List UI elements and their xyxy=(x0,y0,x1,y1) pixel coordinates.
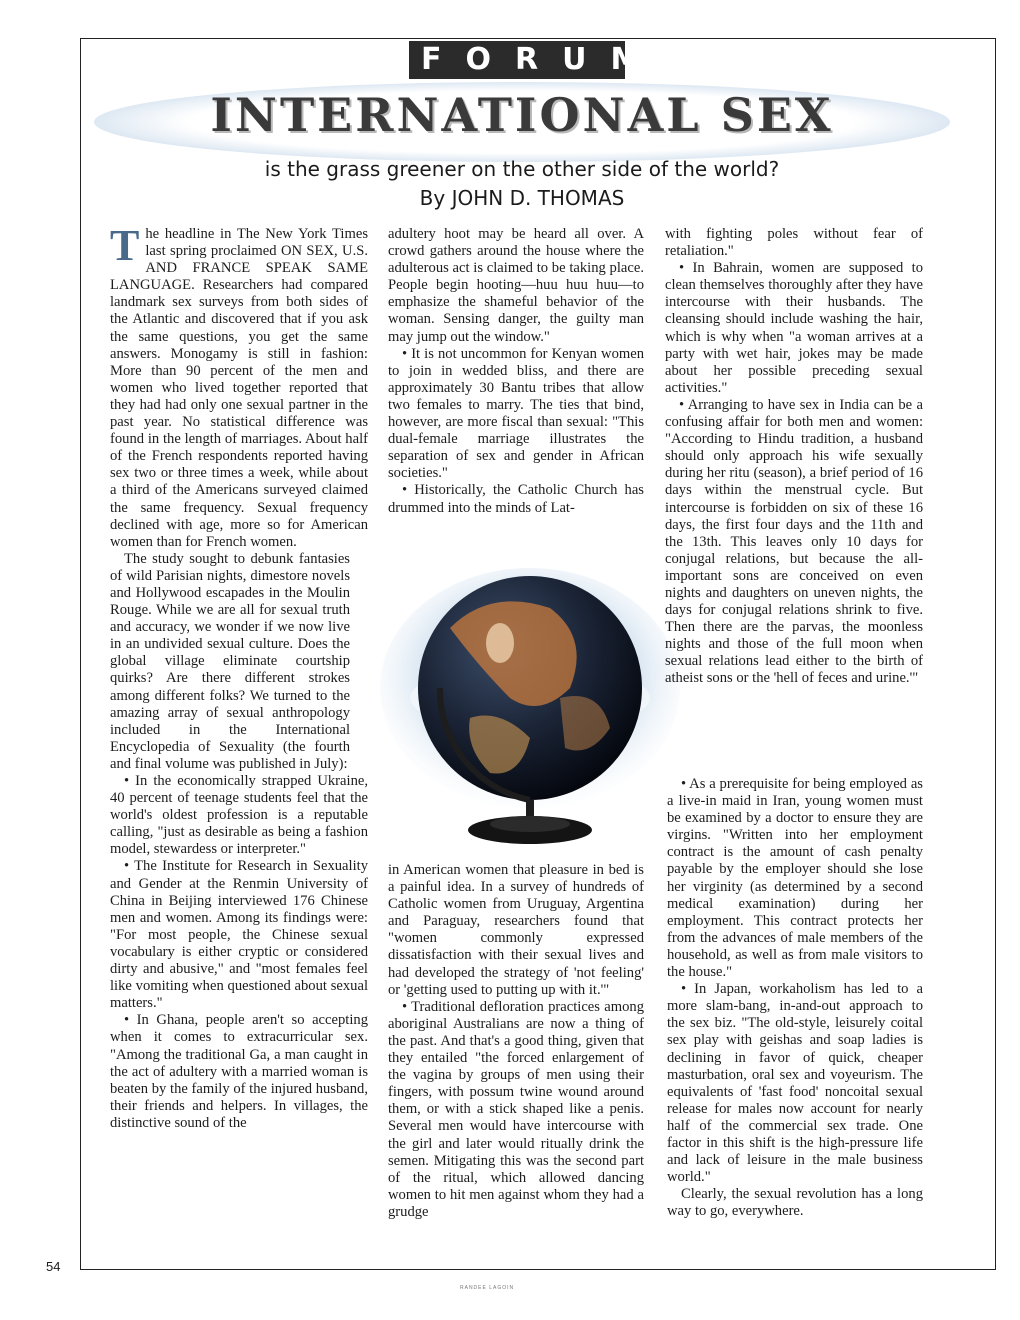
paragraph: • Historically, the Catholic Church has drummed into the minds of Lat- xyxy=(388,482,644,516)
photo-credit: RANDEE LAGOIN xyxy=(460,1285,515,1291)
paragraph: • In Japan, workaholism has led to a more slam-bang, in-and-out approach to the sex biz. "The old-style, leisurely coital sex play with geishas and soap ladies is declining in favor of quick, cheaper masturbation, oral sex and voyeurism. The equivalents of 'fast food' noncoital sexual release for males now account for nearly half of the commercial sex trade. One factor in this shift is the high-pressure life and lack of leisure in the male business world." xyxy=(667,981,923,1186)
article-title: INTERNATIONAL SEX xyxy=(210,88,834,142)
paragraph: • In Ghana, people aren't so accepting when it comes to extracurricular sex. "Among the traditional Ga, a man caught in the act of adultery with a married woman is beaten by the family of the injured husband, their friends and helpers. In villages, the distinctive sound of the xyxy=(110,1012,368,1131)
drop-cap: T xyxy=(110,221,140,270)
page-number: 54 xyxy=(46,1259,61,1274)
column-2-bottom xyxy=(388,862,644,1221)
byline: By JOHN D. THOMAS xyxy=(419,186,625,210)
column-2-top xyxy=(388,226,644,517)
article-subtitle: is the grass greener on the other side of the world? xyxy=(264,157,780,181)
globe-illustration xyxy=(380,548,680,854)
paragraph: • As a prerequisite for being employed as a live-in maid in Iran, young women must be examined by a doctor to ensure they are virgins. "Written into her employment contract is the amount of cash penalty payable by the employer should she lose her virginity (as determined by a second medical examination) during her employment. This contract protects her from the advances of male members of the household, as well as from male visitors to the house." xyxy=(667,776,923,981)
column-3 xyxy=(665,226,923,688)
section-banner: FORUM xyxy=(409,41,625,79)
intro-text: he headline in The New York Times last spring proclaimed ON SEX, U.S. AND FRANCE SPEAK SAME LANGUAGE. Researchers had compared landmark sex surveys from both sides of the Atlantic and discovered that if you ask the same questions, you get the same answers. Monogamy is still in fashion: More than 90 percent of the men and women who lived together reported that they had had only one sexual partner in the past year. No statistical difference was found in the length of marriages. About half of the French respondents reported having sex two or three times a week, while about a third of the Americans surveyed claimed the same frequency. Sexual frequency declined with age, more so for American women than for French women. xyxy=(110,226,368,550)
paragraph: • The Institute for Research in Sexuality and Gender at the Renmin University of China in Beijing interviewed 176 Chinese men and women. Among its findings were: "For most people, the Chinese sexual vocabulary is either cryptic or considered dirty and abusive," and "most females feel like vomiting when questioned about sexual matters." xyxy=(110,858,368,1012)
paragraph: • In Bahrain, women are supposed to clean themselves thoroughly after they have intercourse with their husbands. The cleansing should include washing the hair, which is why when "a woman arrives at a party with wet hair, jokes may be made about her possible preceding sexual activities." xyxy=(665,260,923,396)
paragraph: • It is not uncommon for Kenyan women to join in wedded bliss, and there are approximately 30 Bantu tribes that allow two females to marry. The ties that bind, however, are more fiscal than sexual: "This dual-female marriage illustrates the separation of sex and gender in African societies." xyxy=(388,345,644,482)
paragraph: • In the economically strapped Ukraine, 40 percent of teenage students feel that the world's oldest profession is a reputable calling, "just as desirable as being a fashion model, stewardess or interpreter." xyxy=(110,773,368,858)
paragraph-intro xyxy=(110,221,368,551)
paragraph: • Arranging to have sex in India can be a confusing affair for both men and women: "According to Hindu tradition, a husband should only approach his wife sexually during her ritu (season), a brief period of 16 days within the menstrual cycle. But intercourse is forbidden on six of these 16 days, the first four days and the 11th and the 13th. This leaves only 10 days for conjugal relations, but because the all-important sons are conceived on even nights and daughters on uneven nights, the days for conjugal relations shrink to five. Then there are the parvas, the moonless nights and those of the full moon when sexual relations lead either to the birth of atheist sons or the 'hell of feces and urine.'" xyxy=(665,396,923,687)
paragraph: with fighting poles without fear of retaliation." xyxy=(665,226,923,260)
column-1 xyxy=(110,221,368,1132)
paragraph: • Traditional defloration practices among aboriginal Australians are now a thing of the past. And that's a good thing, given that they entailed "the forced enlargement of the vagina by groups of men using their fingers, with possum twine wound around them, or with a stick shaped like a penis. Several men would have intercourse with the girl and later would ritually drink the semen. Mitigating this was the second part of the ritual, which allowed dancing women to hit men against whom they had a grudge xyxy=(388,998,644,1220)
column-3-bottom xyxy=(667,776,923,1220)
paragraph: The study sought to debunk fantasies of wild Parisian nights, dimestore novels and Hollywood escapades in the Moulin Rouge. While we are all for sexual truth and accuracy, we wonder if we now live in an undivided sexual culture. Does the global village eliminate courtship quirks? Are there different strokes among different folks? We turned to the amazing array of sexual anthropology included in the International Encyclopedia of Sexuality (the fourth and final volume was published in July): xyxy=(110,550,350,772)
paragraph: adultery hoot may be heard all over. A crowd gathers around the house where the adulterous act is claimed to be taking place. People begin hooting—huu huu huu—to emphasize the shameful behavior of the woman. Sensing danger, the guilty man may jump out the window." xyxy=(388,226,644,345)
paragraph: Clearly, the sexual revolution has a long way to go, everywhere. xyxy=(667,1186,923,1220)
paragraph: in American women that pleasure in bed is a painful idea. In a survey of hundreds of Catholic women from Uruguay, Argentina and Paraguay, researchers found that "women commonly expressed dissatisfaction with their sexual lives and had developed the strategy of 'not feeling' or 'getting used to putting up with it.'" xyxy=(388,862,644,998)
